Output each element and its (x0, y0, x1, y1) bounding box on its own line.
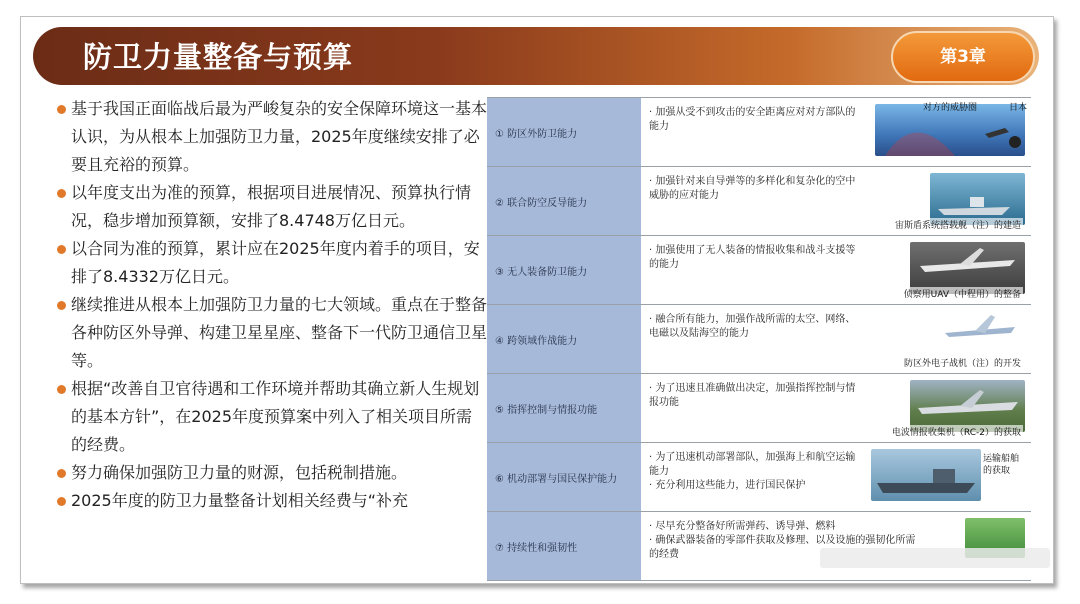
ship-icon (871, 449, 981, 501)
row-label: ④ 跨领域作战能力 (487, 305, 641, 373)
bullet-item: 以年度支出为准的预算，根据项目进展情况、预算执行情况，稳步增加预算额，安排了8.4748万亿日元。 (57, 179, 487, 235)
row-label: ③ 无人装备防卫能力 (487, 236, 641, 304)
table-row (487, 374, 1031, 443)
transport-ship-note: 运输船舶的获取 (983, 454, 1020, 476)
transport-ship-image (871, 449, 981, 501)
row-label: ① 防区外防卫能力 (487, 98, 641, 166)
bullet-dot-icon (57, 385, 66, 394)
threat-area-note: 对方的威胁圈 (922, 103, 977, 113)
chapter-badge: 第3章 (891, 31, 1035, 83)
row-desc: · 为了迅速机动部署部队，加强海上和航空运输能力 · 充分利用这些能力，进行国民保护 (649, 452, 856, 491)
row-label: ⑥ 机动部署与国民保护能力 (487, 443, 641, 511)
row-label: ② 联合防空反导能力 (487, 167, 641, 235)
bullet-item: 2025年度的防卫力量整备计划相关经费与“补充 (57, 487, 487, 515)
title-banner (33, 27, 1039, 85)
bullet-item: 基于我国正面临战后最为严峻复杂的安全保障环境这一基本认识，为从根本上加强防卫力量，2025年度继续安排了必要且充裕的预算。 (57, 95, 487, 179)
bullet-item: 努力确保加强防卫力量的财源，包括税制措施。 (57, 459, 487, 487)
table-row (487, 443, 1031, 512)
bullet-item: 以合同为准的预算，累计应在2025年度内着手的项目，安排了8.4332万亿日元。 (57, 235, 487, 291)
image-caption: 侦察用UAV（中程用）的整备 (902, 287, 1023, 300)
table-row (487, 305, 1031, 374)
bullet-item: 继续推进从根本上加强防卫力量的七大领域。重点在于整备各种防区外导弹、构建卫星星座、整备下一代防卫通信卫星等。 (57, 291, 487, 375)
row-label: ⑦ 持续性和强韧性 (487, 512, 641, 580)
japan-note: 日本 (1008, 103, 1027, 113)
row-desc: · 尽早充分整备好所需弹药、诱导弹、燃料 · 确保武器装备的零部件获取及修理、以及设施的强韧化所需的经费 (649, 521, 916, 560)
bullet-dot-icon (57, 245, 66, 254)
table-row (487, 98, 1031, 167)
bullet-item: 根据“改善自卫官待遇和工作环境并帮助其确立新人生规划的基本方针”，在2025年度预算案中列入了相关项目所需的经费。 (57, 375, 487, 459)
image-caption: 防区外电子战机（注）的开发 (902, 356, 1023, 369)
page-title: 防卫力量整备与预算 (83, 40, 354, 74)
image-caption: 电波情报收集机（RC-2）的获取 (890, 425, 1023, 438)
row-desc: · 加强从受不到攻击的安全距离应对对方部队的能力 (649, 107, 856, 132)
table-row (487, 512, 1031, 581)
bullet-dot-icon (57, 301, 66, 310)
bullet-dot-icon (57, 469, 66, 478)
row-desc: · 加强针对来自导弹等的多样化和复杂化的空中威胁的应对能力 (649, 176, 856, 201)
image-caption: 宙斯盾系统搭载舰（注）的建造 (893, 218, 1023, 231)
table-row (487, 236, 1031, 305)
electronic-warfare-aircraft-image (935, 311, 1025, 351)
bullet-dot-icon (57, 189, 66, 198)
row-desc: · 为了迅速且准确做出决定，加强指挥控制与情报功能 (649, 383, 856, 408)
row-desc: · 加强使用了无人装备的情报收集和战斗支援等的能力 (649, 245, 856, 270)
bullet-list (57, 95, 487, 515)
bullet-dot-icon (57, 497, 66, 506)
slide-frame (20, 16, 1054, 584)
bullet-dot-icon (57, 105, 66, 114)
watermark-overlay (820, 548, 1050, 568)
row-desc: · 融合所有能力，加强作战所需的太空、网络、电磁以及陆海空的能力 (649, 314, 856, 339)
table-row (487, 167, 1031, 236)
row-label: ⑤ 指挥控制与情报功能 (487, 374, 641, 442)
aircraft-icon (935, 311, 1025, 351)
capability-table (487, 97, 1031, 581)
